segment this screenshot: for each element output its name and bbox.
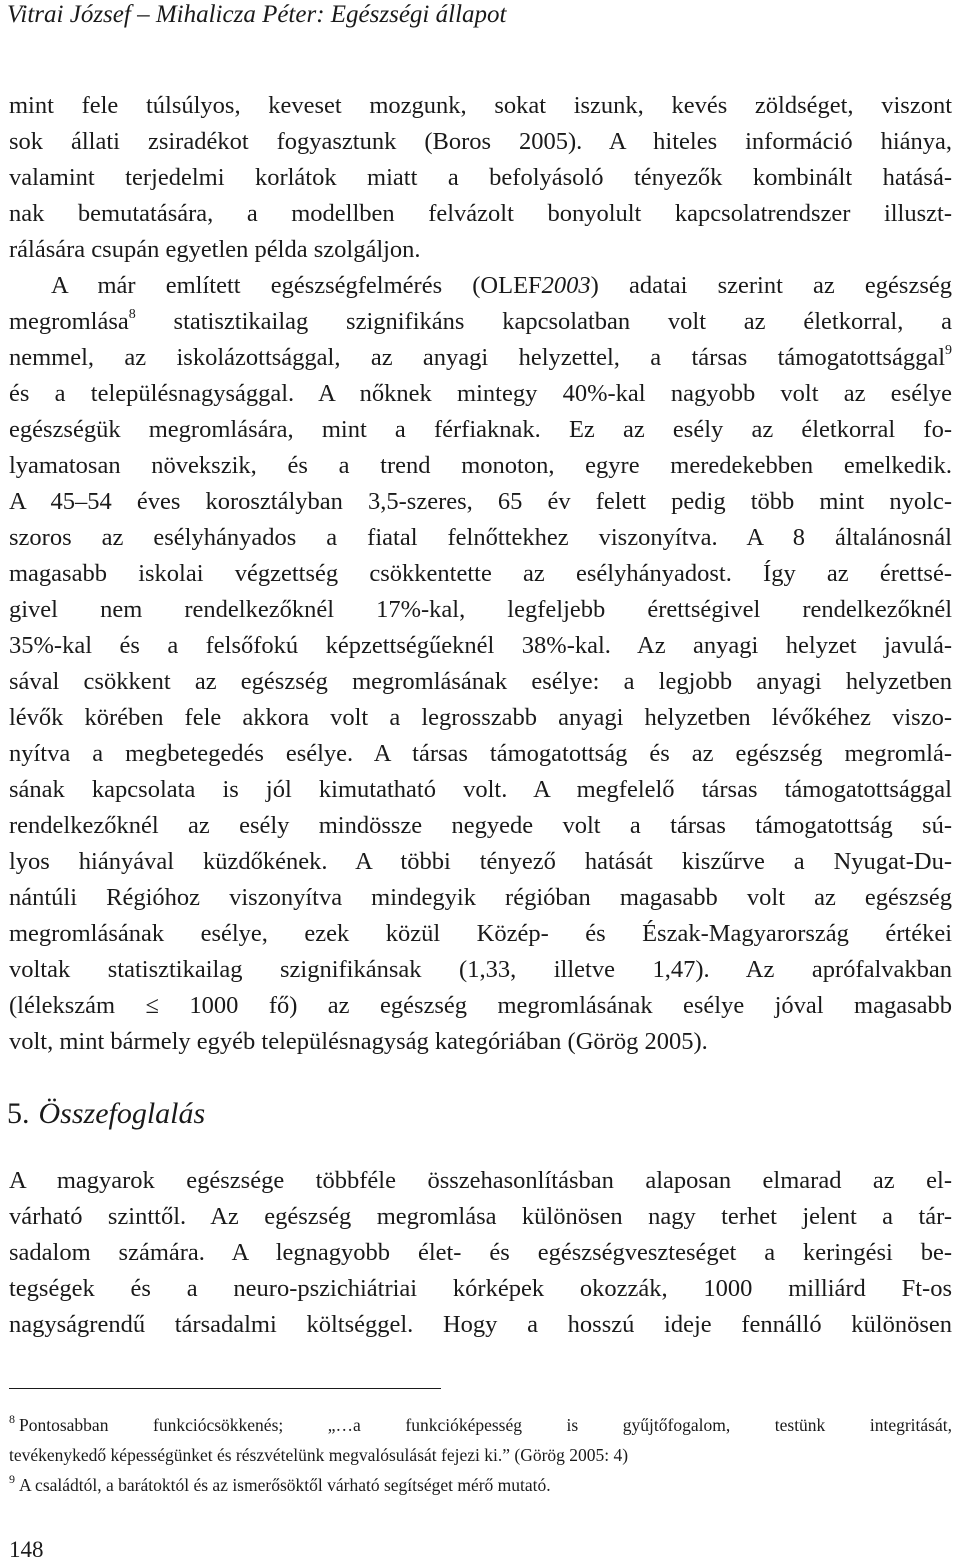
text-line: nak bemutatására, a modellben felvázolt bonyolult kapcsolatrendszer illuszt-: [9, 200, 952, 227]
section-number: 5.: [7, 1097, 30, 1130]
text-run: A már említett egészségfelmérés (OLEF: [51, 272, 542, 299]
text-line: és a településnagysággal. A nőknek mintegy 40%-kal nagyobb volt az esélye: [9, 380, 952, 407]
text-run: statisztikailag szignifikáns kapcsolatban volt az életkorral, a: [135, 308, 952, 335]
text-line: nagyságrendű társadalmi költséggel. Hogy a hosszú ideje fennálló különösen: [9, 1311, 952, 1338]
text-line: sadalom számára. A legnagyobb élet- és egészségveszteséget a keringési be-: [9, 1239, 952, 1266]
section-heading: [7, 1096, 205, 1132]
text-line: nyítva a megbetegedés esélye. A társas támogatottság és az egészség megromlá-: [9, 740, 952, 767]
section-title: Összefoglalás: [38, 1097, 206, 1130]
footnote-ref-8[interactable]: 8: [128, 307, 136, 322]
text-run: megromlása: [9, 308, 129, 335]
text-run: ) adatai szerint az egészség: [590, 272, 952, 299]
text-line: sának kapcsolata is jól kimutatható volt. A megfelelő társas támogatottsággal: [9, 776, 952, 803]
text-line: tegségek és a neuro-pszichiátriai kórképek okozzák, 1000 milliárd Ft-os: [9, 1275, 952, 1302]
page-number: 148: [9, 1537, 44, 1562]
text-line: megromlásának esélye, ezek közül Közép- és Észak-Magyarország értékei: [9, 920, 952, 947]
text-line: lévők körében fele akkora volt a legrosszabb anyagi helyzetben lévőkéhez viszo-: [9, 704, 952, 731]
text-line: valamint terjedelmi korlátok miatt a befolyásoló tényezők kombinált hatásá-: [9, 164, 952, 191]
text-line: volt, mint bármely egyéb településnagyság kategóriában (Görög 2005).: [9, 1028, 708, 1055]
text-line: rálására csupán egyetlen példa szolgáljon.: [9, 236, 421, 263]
running-header: Vitrai József – Mihalicza Péter: Egészségi állapot: [7, 1, 507, 28]
text-line: givel nem rendelkezőknél 17%-kal, legfeljebb érettségivel rendelkezőknél: [9, 596, 952, 623]
text-line: egészségük megromlására, mint a férfiaknak. Ez az esély az életkorral fo-: [9, 416, 952, 443]
text-line: várható szinttől. Az egészség megromlása különösen nagy terhet jelent a tár-: [9, 1203, 952, 1230]
text-line: voltak statisztikailag szignifikánsak (1,33, illetve 1,47). Az aprófalvakban: [9, 956, 952, 983]
footnote-text: Pontosabban funkciócsökkenés; „…a funkcióképesség is gyűjtőfogalom, testünk integritását,: [19, 1415, 952, 1435]
footnote-text: A családtól, a barátoktól és az ismerősöktől várható segítséget mérő mutató.: [19, 1475, 551, 1495]
text-line: rendelkezőknél az esély mindössze negyede volt a társas támogatottság sú-: [9, 812, 952, 839]
paragraph-1: [9, 88, 952, 268]
text-run: nemmel, az iskolázottsággal, az anyagi helyzettel, a társas támogatottsággal: [9, 344, 945, 371]
text-line: szoros az esélyhányados a fiatal felnőttekhez viszonyítva. A 8 általánosnál: [9, 524, 952, 551]
text-line: [9, 268, 952, 304]
footnote-divider: [9, 1388, 441, 1389]
footnotes: [9, 1410, 952, 1500]
text-line: A 45–54 éves korosztályban 3,5-szeres, 65 év felett pedig több mint nyolc-: [9, 488, 952, 515]
text-line: A magyarok egészsége többféle összehasonlításban alaposan elmarad az el-: [9, 1167, 952, 1194]
footnote-8-continued: tevékenykedő képességünket és részvételünk megvalósulását fejezi ki.” (Görög 2005: 4): [9, 1445, 629, 1465]
paragraph-3: [9, 1163, 952, 1343]
text-line: lyamatosan növekszik, és a trend monoton, egyre meredekebben emelkedik.: [9, 452, 952, 479]
text-line: (lélekszám ≤ 1000 fő) az egészség megromlásának esélye jóval magasabb: [9, 992, 952, 1019]
olef-year: 2003: [541, 272, 591, 299]
text-line: 35%-kal és a felsőfokú képzettségűeknél 38%-kal. Az anyagi helyzet javulá-: [9, 632, 952, 659]
text-line: [9, 304, 952, 340]
footnote-8: [9, 1410, 952, 1440]
text-line: [9, 340, 952, 376]
footnote-ref-9[interactable]: 9: [945, 343, 952, 358]
text-line: lyos hiányával küzdőkének. A többi tényező hatását kiszűrve a Nyugat-Du-: [9, 848, 952, 875]
footnote-9: [9, 1470, 952, 1500]
text-line: magasabb iskolai végzettség csökkentette az esélyhányadost. Így az érettsé-: [9, 560, 952, 587]
paragraph-2: [9, 268, 952, 1060]
text-line: sok állati zsiradékot fogyasztunk (Boros 2005). A hiteles információ hiánya,: [9, 128, 952, 155]
footnote-marker: 8: [9, 1412, 15, 1426]
text-line: nántúli Régióhoz viszonyítva mindegyik régióban magasabb volt az egészség: [9, 884, 952, 911]
footnote-marker: 9: [9, 1472, 15, 1486]
text-line: mint fele túlsúlyos, keveset mozgunk, sokat iszunk, kevés zöldséget, viszont: [9, 92, 952, 119]
text-line: sával csökkent az egészség megromlásának esélye: a legjobb anyagi helyzetben: [9, 668, 952, 695]
